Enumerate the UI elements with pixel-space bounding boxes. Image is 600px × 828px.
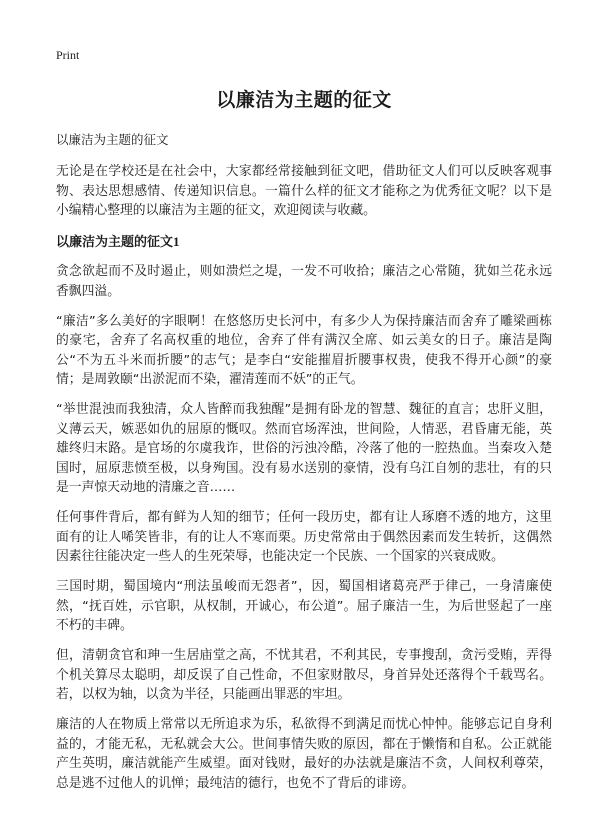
print-link[interactable]: Print bbox=[56, 48, 80, 62]
intro-paragraph: 无论是在学校还是在社会中，大家都经常接触到征文吧，借助征文人们可以反映客观事物、表达思想感情、传递知识信息。一篇什么样的征文才能称之为优秀征文呢？以下是小编精心整理的以廉洁为主题的征文，欢迎阅读与收藏。 bbox=[56, 164, 552, 218]
article-subtitle: 以廉洁为主题的征文 bbox=[56, 132, 169, 147]
page-title: 以廉洁为主题的征文 bbox=[216, 89, 392, 111]
body-paragraph-1: 贪念欲起而不及时遏止，则如溃烂之堤，一发不可收拾；廉洁之心常随，犹如兰花永远香飘四溢。 bbox=[56, 264, 552, 299]
body-paragraph-5: 三国时期，蜀国境内“刑法虽峻而无怨者”，因，蜀国相诸葛亮严于律己，一身清廉使然，“抚百姓，示官职，从权制，开诚心，布公道”。屈子廉洁一生，为后世竖起了一座不朽的丰碑。 bbox=[56, 579, 552, 633]
body-paragraph-6: 但，清朝贪官和珅一生居庙堂之高，不忧其君，不利其民，专事搜刮，贪污受贿，弄得个机关算尽太聪明，却反误了自己性命，不但家财散尽，身首异处还落得个千载骂名。若，以权为轴，以贪为半径，只能画出罪恶的牢坦。 bbox=[56, 648, 552, 702]
body-paragraph-3: “举世混浊而我独清，众人皆醉而我独醒”是拥有卧龙的智慧、魏征的直言；忠肝义胆，义薄云天，嫉恶如仇的屈原的慨叹。然而官场浑浊，世间险，人情恶，君昏庸无能，英雄终归末路。是官场的尔虞我诈，世俗的污浊冷酷，冷落了他的一腔热血。当秦攻入楚国时，屈原悲愤至极，以身殉国。没有易水送别的豪情，没有乌江自刎的悲壮，有的只是一声惊天动地的清廉之音…… bbox=[56, 402, 552, 495]
body-paragraph-7: 廉洁的人在物质上常常以无所追求为乐，私欲得不到满足而忧心忡忡。能够忘记自身利益的，才能无私，无私就会大公。世间事情失败的原因，都在于懒惰和自私。公正就能产生英明，廉洁就能产生威望。面对钱财，最好的办法就是廉洁不贪，人间权利尊荣，总是逃不过他人的讥惮；最纯洁的德行，也免不了背后的诽谤。 bbox=[56, 717, 552, 791]
body-paragraph-2: “廉洁”多么美好的字眼啊！在悠悠历史长河中，有多少人为保持廉洁而舍弃了雕梁画栋的豪宅，舍弃了名高权重的地位，舍弃了伴有满汉全席、如云美女的日子。廉洁是陶公“不为五斗米而折腰”的志气；是李白“安能摧眉折腰事权贵，使我不得开心颜”的豪情；是周敦颐“出淤泥而不染，濯清莲而不妖”的正气。 bbox=[56, 313, 552, 387]
body-paragraph-4: 任何事件背后，都有鲜为人知的细节；任何一段历史，都有让人琢磨不透的地方，这里面有的让人唏笑皆非，有的让人不寒而栗。历史常常由于偶然因素而发生转折，这偶然因素往往能决定一些人的生死荣辱，也能决定一个民族、一个国家的兴衰成败。 bbox=[56, 510, 552, 564]
section-heading: 以廉洁为主题的征文1 bbox=[56, 234, 180, 249]
